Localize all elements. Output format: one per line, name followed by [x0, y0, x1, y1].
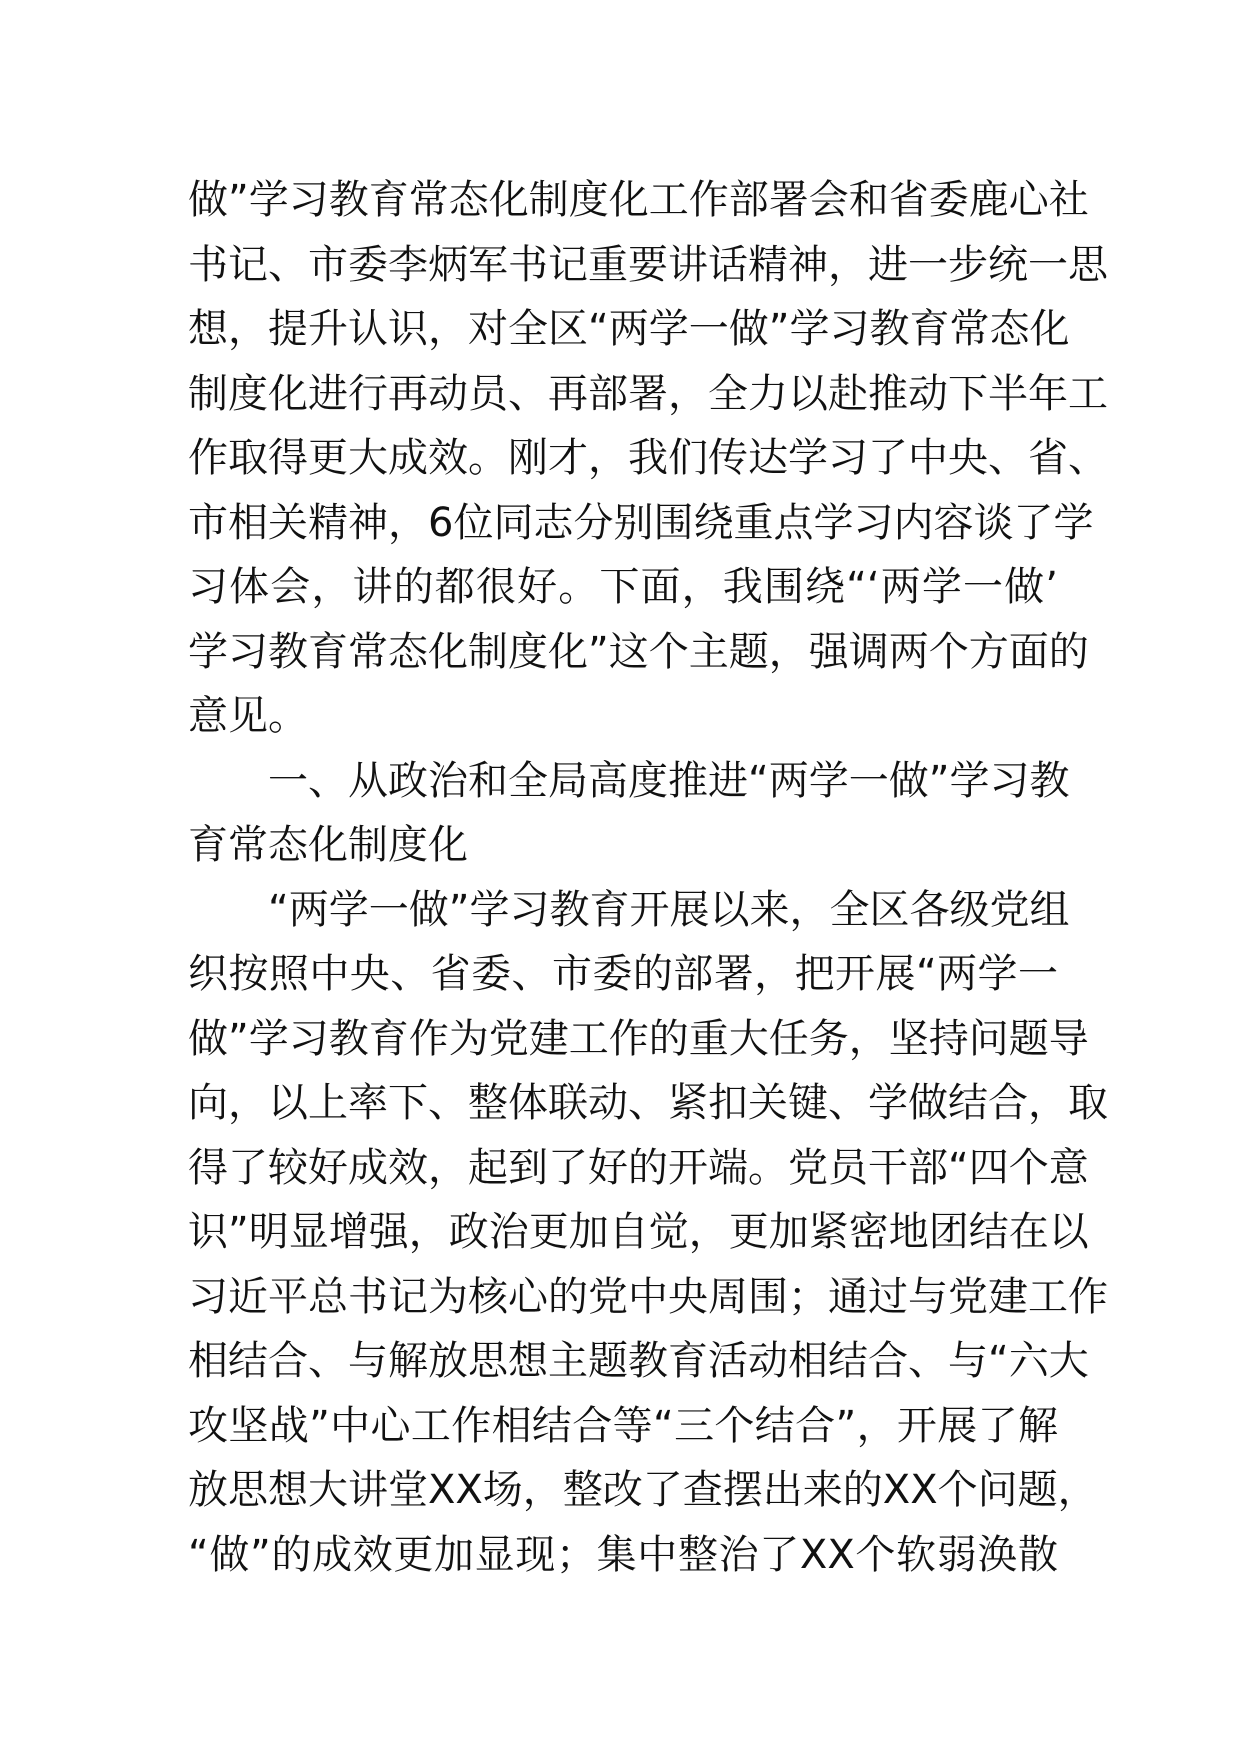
text-line: 作取得更大成效。刚才，我们传达学习了中央、省、	[188, 435, 1108, 481]
text-line: 放思想大讲堂XX场，整改了查摆出来的XX个问题，	[188, 1467, 1098, 1513]
text-line: 得了较好成效，起到了好的开端。党员干部“四个意	[188, 1144, 1089, 1191]
text-line: 向，以上率下、整体联动、紧扣关键、学做结合，取	[188, 1080, 1108, 1126]
section-heading-line: 一、从政治和全局高度推进“两学一做”学习教	[268, 757, 1070, 804]
section-heading-line: 育常态化制度化	[188, 822, 468, 868]
text-line: 做”学习教育作为党建工作的重大任务，坚持问题导	[188, 1015, 1089, 1062]
body-text	[188, 168, 1108, 1587]
text-line: 学习教育常态化制度化”这个主题，强调两个方面的	[188, 628, 1089, 675]
text-line: 织按照中央、省委、市委的部署，把开展“两学一	[188, 951, 1058, 997]
text-line: 识”明显增强，政治更加自觉，更加紧密地团结在以	[188, 1209, 1089, 1255]
text-line: 攻坚战”中心工作相结合等“三个结合”，开展了解	[188, 1402, 1058, 1449]
text-line: “两学一做”学习教育开展以来，全区各级党组	[268, 886, 1070, 933]
text-line: 书记、市委李炳军书记重要讲话精神，进一步统一思	[188, 241, 1108, 288]
text-line: 习体会，讲的都很好。下面，我围绕“‘两学一做’	[188, 564, 1058, 610]
text-line: 相结合、与解放思想主题教育活动相结合、与“六大	[188, 1338, 1089, 1384]
text-line: 想，提升认识，对全区“两学一做”学习教育常态化	[188, 306, 1070, 352]
text-line: “做”的成效更加显现；集中整治了XX个软弱涣散	[188, 1531, 1058, 1578]
text-line: 制度化进行再动员、再部署，全力以赴推动下半年工	[188, 370, 1108, 417]
text-line: 习近平总书记为核心的党中央周围；通过与党建工作	[188, 1273, 1108, 1320]
text-line: 意见。	[188, 693, 308, 739]
text-line: 市相关精神，6位同志分别围绕重点学习内容谈了学	[188, 499, 1094, 546]
text-line: 做”学习教育常态化制度化工作部署会和省委鹿心社	[188, 177, 1089, 223]
